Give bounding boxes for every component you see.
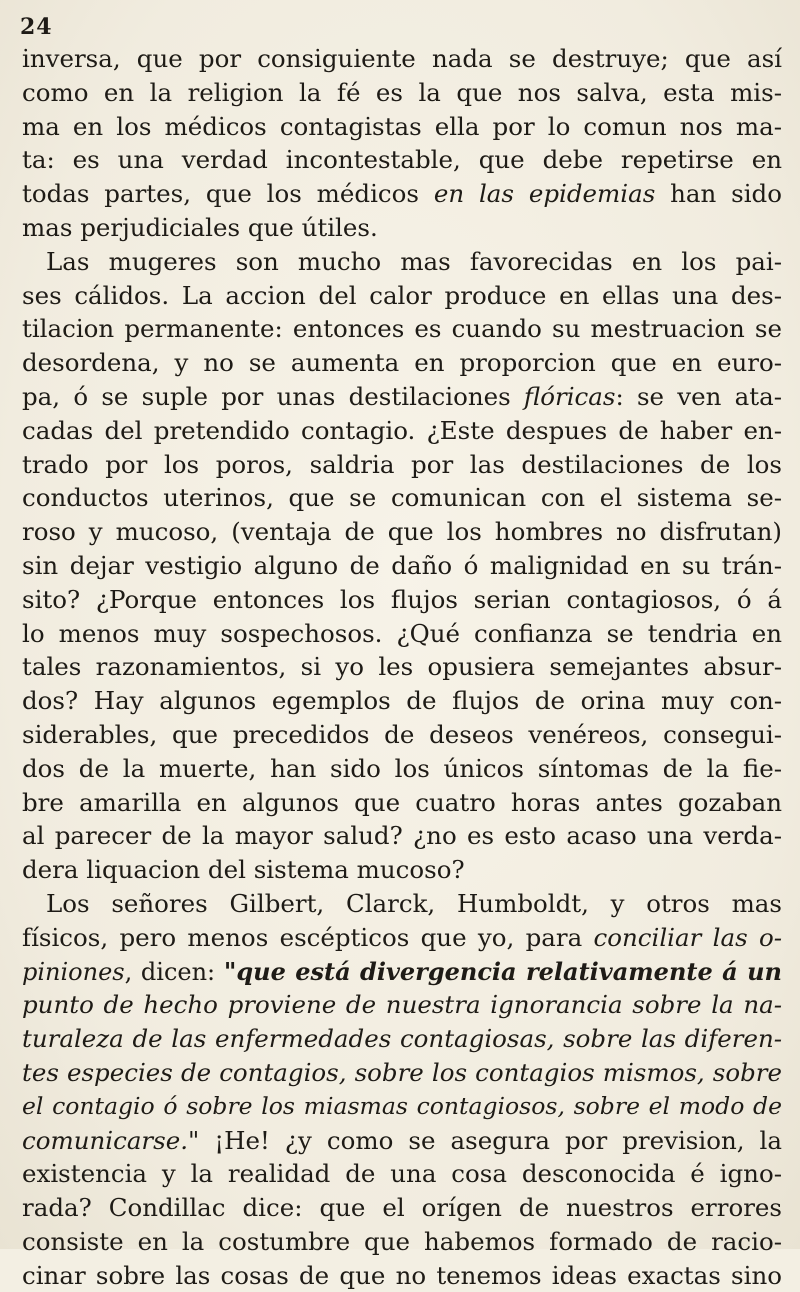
text-segment: consiste en la costumbre que habemos formado de racio-	[22, 1226, 782, 1256]
text-line	[22, 921, 782, 955]
text-segment: tales razonamientos, si yo les opusiera semejantes absur-	[22, 652, 782, 682]
text-segment: cadas del pretendido contagio. ¿Este despues de haber en-	[22, 415, 782, 445]
text-line	[22, 380, 782, 414]
text-line	[22, 1191, 782, 1225]
text-segment: han sido	[655, 179, 782, 209]
text-segment: lo menos muy sospechosos. ¿Qué confianza se tendria en	[22, 618, 782, 648]
text-line	[22, 346, 782, 380]
emphasized-text: comunicarse.	[22, 1125, 188, 1155]
text-segment: físicos, pero menos escépticos que yo, para	[22, 922, 594, 952]
text-line	[22, 1259, 782, 1292]
text-line	[22, 955, 782, 989]
text-segment: dos de la muerte, han sido los únicos síntomas de la fie-	[22, 753, 782, 783]
text-line	[22, 583, 782, 617]
text-segment: tilacion permanente: entonces es cuando su mestruacion se	[22, 314, 782, 344]
text-line	[22, 414, 782, 448]
text-line	[22, 312, 782, 346]
text-line	[22, 887, 782, 921]
text-line	[22, 819, 782, 853]
text-segment: ta: es una verdad incontestable, que debe repetirse en	[22, 145, 782, 175]
text-segment: siderables, que precedidos de deseos venéreos, consegui-	[22, 719, 782, 749]
text-line	[22, 245, 782, 279]
emphasized-text: el contagio ó sobre los miasmas contagiosos, sobre el modo de	[22, 1091, 782, 1120]
emphasized-text: en las epidemias	[433, 179, 656, 209]
text-line	[22, 481, 782, 515]
text-segment: al parecer de la mayor salud? ¿no es esto acaso una verda-	[22, 821, 782, 851]
text-segment: " ¡He! ¿y como se asegura por prevision, la	[188, 1125, 782, 1155]
text-line	[22, 853, 782, 887]
text-segment: mas perjudiciales que útiles.	[22, 212, 378, 242]
text-line	[22, 650, 782, 684]
text-line	[22, 1022, 782, 1056]
emphasized-text: punto de hecho proviene de nuestra ignorancia sobre la na-	[22, 990, 782, 1020]
text-segment: rada? Condillac dice: que el orígen de nuestros errores	[22, 1193, 782, 1223]
text-line	[22, 143, 782, 177]
text-segment: cinar sobre las cosas de que no tenemos ideas exactas sino	[22, 1260, 782, 1290]
text-segment: dera liquacion del sistema mucoso?	[22, 855, 465, 885]
text-line	[22, 1056, 782, 1090]
text-line	[22, 110, 782, 144]
text-line	[22, 752, 782, 786]
text-segment: Las mugeres son mucho mas favorecidas en los pai-	[46, 246, 782, 276]
emphasized-text: piniones	[22, 957, 125, 986]
text-line	[22, 988, 782, 1022]
text-line	[22, 448, 782, 482]
text-segment: sin dejar vestigio alguno de daño ó malignidad en su trán-	[22, 550, 782, 580]
text-segment: bre amarilla en algunos que cuatro horas antes gozaban	[22, 787, 782, 817]
text-line	[22, 76, 782, 110]
emphasized-text: turaleza de las enfermedades contagiosas, sobre las diferen-	[22, 1024, 782, 1054]
text-segment: pa, ó se suple por unas destilaciones	[22, 381, 524, 411]
text-line	[22, 515, 782, 549]
text-line	[22, 1225, 782, 1259]
text-line	[22, 684, 782, 718]
text-line	[22, 177, 782, 211]
text-line	[22, 549, 782, 583]
text-segment: inversa, que por consiguiente nada se destruye; que así	[22, 44, 782, 73]
text-line	[22, 211, 782, 245]
text-segment: dos? Hay algunos egemplos de flujos de orina muy con-	[22, 686, 782, 716]
text-segment: roso y mucoso, (ventaja de que los hombres no disfrutan)	[22, 517, 782, 547]
text-segment: todas partes, que los médicos	[22, 179, 434, 209]
emphasized-text: "que está divergencia relativamente á un	[223, 956, 782, 986]
text-line	[22, 718, 782, 752]
text-line	[22, 279, 782, 313]
text-segment: conductos uterinos, que se comunican con el sistema se-	[22, 483, 782, 513]
text-segment: : se ven ata-	[615, 381, 782, 411]
text-segment: existencia y la realidad de una cosa desconocida é igno-	[22, 1159, 782, 1189]
text-line	[22, 786, 782, 820]
text-segment: como en la religion la fé es la que nos salva, esta mis-	[22, 77, 782, 107]
text-segment: sito? ¿Porque entonces los flujos serian contagiosos, ó á	[22, 584, 782, 614]
text-line	[22, 42, 782, 76]
text-segment: ses cálidos. La accion del calor produce en ellas una des-	[22, 280, 782, 310]
text-segment: trado por los poros, saldria por las destilaciones de los	[22, 449, 782, 479]
text-line	[22, 617, 782, 651]
text-segment: Los señores Gilbert, Clarck, Humboldt, y otros mas	[46, 888, 782, 918]
text-line	[22, 1124, 782, 1158]
emphasized-text: tes especies de contagios, sobre los contagios mismos, sobre	[22, 1057, 782, 1087]
emphasized-text: flóricas	[523, 381, 616, 411]
text-segment: desordena, y no se aumenta en proporcion que en euro-	[22, 348, 782, 378]
text-segment: , dicen:	[124, 957, 224, 986]
text-segment: ma en los médicos contagistas ella por lo comun nos ma-	[22, 111, 782, 141]
page-number: 24	[20, 14, 53, 40]
body-text	[22, 42, 782, 1292]
text-line	[22, 1157, 782, 1191]
emphasized-text: conciliar las o-	[593, 922, 782, 952]
text-line	[22, 1090, 782, 1124]
